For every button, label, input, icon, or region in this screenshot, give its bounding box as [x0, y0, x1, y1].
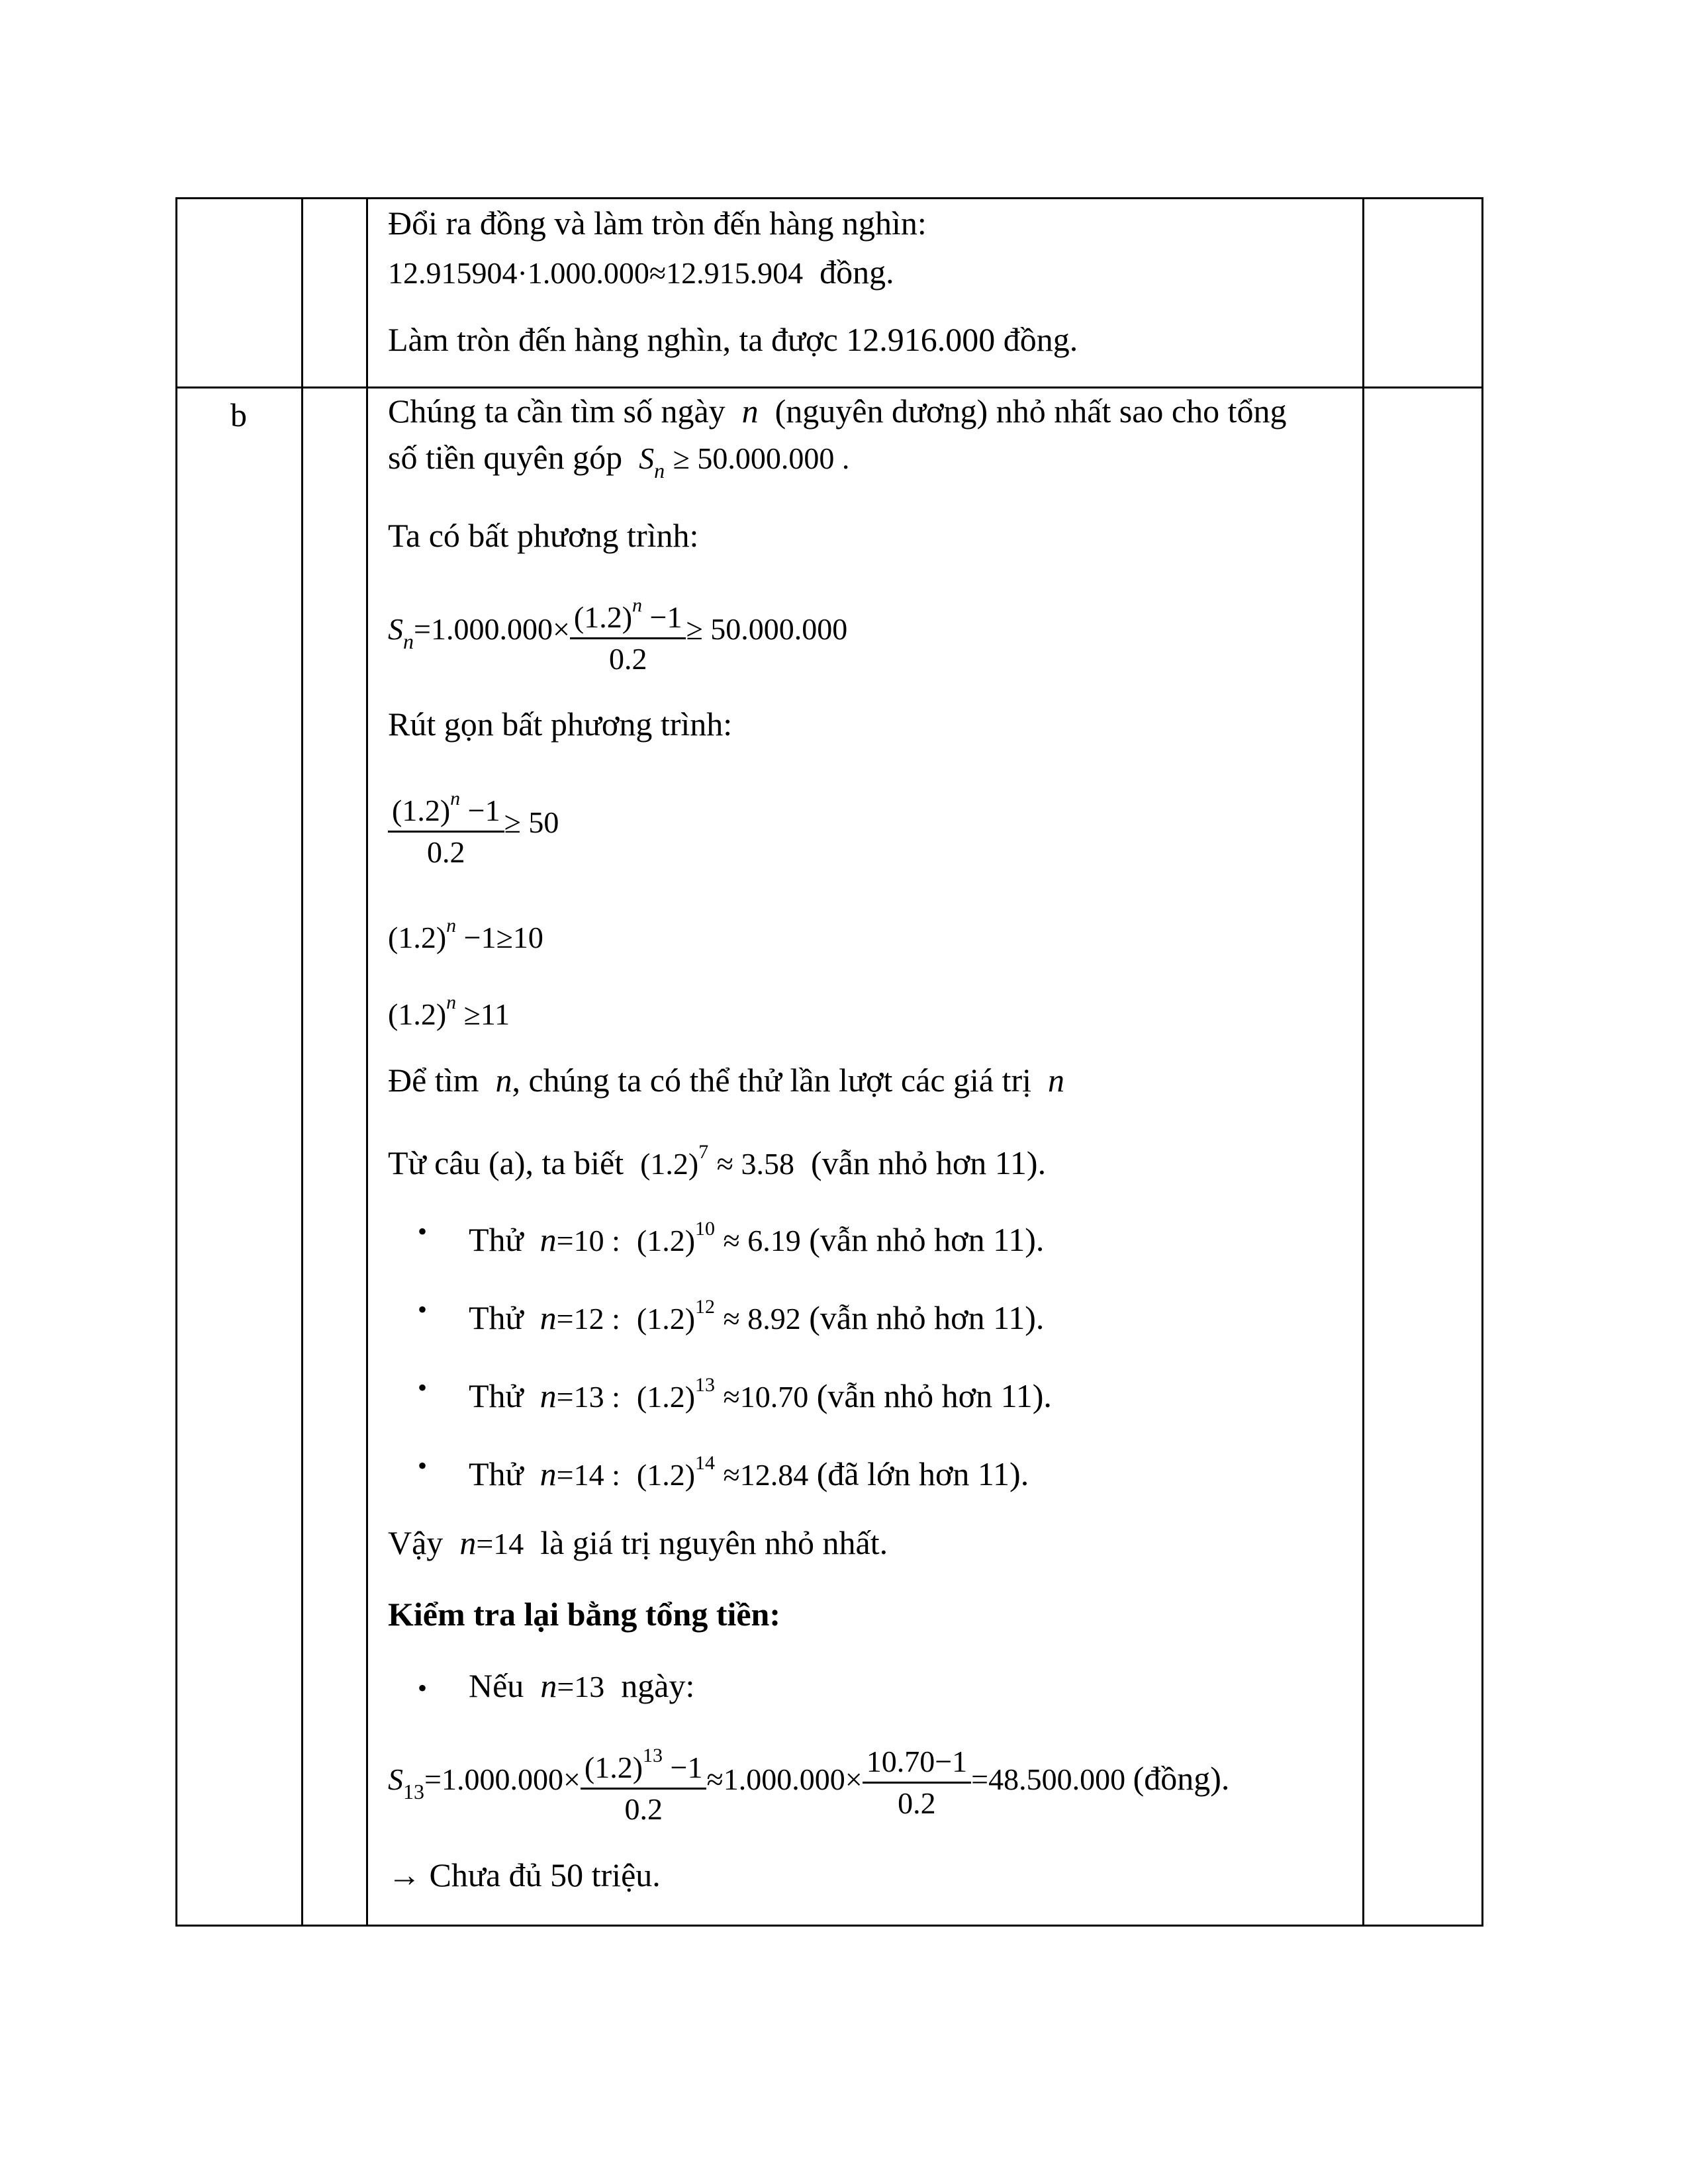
- bullet-icon: •: [418, 1216, 428, 1246]
- bullet-icon: •: [418, 1295, 428, 1324]
- column-divider-1: [301, 199, 303, 1925]
- bullet-icon: •: [418, 1673, 428, 1703]
- intro-line-1: Chúng ta cần tìm số ngày n (nguyên dương) nhỏ nhất sao cho tổng: [388, 392, 1287, 430]
- convert-line: Đổi ra đồng và làm tròn đến hàng nghìn:: [388, 205, 927, 242]
- simplify-heading: Rút gọn bất phương trình:: [388, 705, 733, 743]
- column-divider-3: [1362, 199, 1364, 1925]
- fraction: $\frac{10.70-1}{0.2}$: [863, 1742, 971, 1823]
- fraction: $\frac{(1.2)^n -1}{0.2}$: [388, 779, 504, 872]
- sum-inequality: $S_n=1.000.000\times$ $\frac{(1.2)^n -1}{0.2}$ ≥ 50.000.000: [388, 586, 847, 679]
- fraction: $\frac{(1.2)^n -1}{0.2}$: [570, 586, 686, 679]
- step-3: $(1.2)^n \ge 11$: [388, 991, 510, 1031]
- if-n-13-item: Nếu n=13 ngày:: [469, 1667, 695, 1704]
- row-b-content-cell: [368, 388, 1362, 1924]
- final-remark: → Chưa đủ 50 triệu.: [388, 1856, 661, 1893]
- check-heading: Kiểm tra lại bằng tổng tiền:: [388, 1596, 781, 1633]
- inequality-heading: Ta có bất phương trình:: [388, 517, 699, 554]
- try-item: Thử n=10 : $(1.2)^{10} \approx 6.19$ (vẫn nhỏ hơn 11).: [469, 1218, 1045, 1258]
- s13-equation: $S_{13}=1.000.000\times$ $\frac{(1.2)^{13} -1}{0.2}$ ≈1.000.000× $\frac{10.70-1}{0.2}$ =48.500.000 (đồng).: [388, 1736, 1229, 1829]
- convert-calc: 12.915904·1.000.000≈12.915.904 đồng.: [388, 253, 894, 291]
- rounding-result: Làm tròn đến hàng nghìn, ta được 12.916.000 đồng.: [388, 321, 1078, 358]
- try-item: Thử n=14 : $(1.2)^{14} \approx 12.84$ (đã lớn hơn 11).: [469, 1452, 1029, 1492]
- row-b-label-cell: [177, 388, 301, 448]
- row-a-content-cell: [368, 199, 1362, 387]
- step-2: $(1.2)^n -1\ge 10$: [388, 915, 543, 954]
- conclusion-line: Vậy n=14 là giá trị nguyên nhỏ nhất.: [388, 1524, 888, 1561]
- from-part-a-line: Từ câu (a), ta biết $(1.2)^7 \approx 3.58$ (vẫn nhỏ hơn 11).: [388, 1141, 1047, 1181]
- intro-line-2: số tiền quyên góp $S_n \ge 50.000.000$ .: [388, 439, 850, 482]
- bullet-icon: •: [418, 1451, 428, 1480]
- try-item: Thử n=13 : $(1.2)^{13} \approx 10.70$ (vẫn nhỏ hơn 11).: [469, 1374, 1052, 1414]
- bullet-icon: •: [418, 1373, 428, 1402]
- part-label: b: [230, 396, 247, 433]
- try-item: Thử n=12 : $(1.2)^{12} \approx 8.92$ (vẫn nhỏ hơn 11).: [469, 1296, 1045, 1336]
- solution-table: [175, 197, 1483, 1927]
- find-n-line: Để tìm n, chúng ta có thể thử lần lượt các giá trị n: [388, 1062, 1065, 1099]
- simplified-fraction: $\frac{(1.2)^n -1}{0.2}$ ≥ 50: [388, 779, 559, 872]
- fraction: $\frac{(1.2)^{13} -1}{0.2}$: [581, 1736, 707, 1829]
